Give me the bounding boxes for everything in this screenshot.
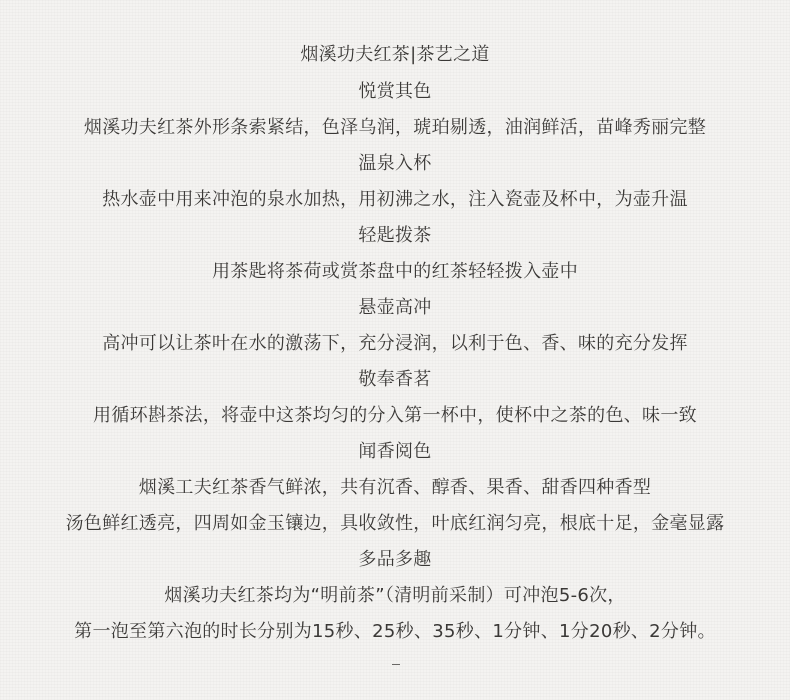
section-heading-multiple-tastings: 多品多趣 — [358, 549, 432, 570]
section-heading-scoop-tea: 轻匙拨茶 — [358, 225, 432, 246]
bottom-divider — [392, 664, 400, 665]
section-heading-warm-cups: 温泉入杯 — [358, 153, 432, 174]
section-text-appreciate-color: 烟溪功夫红茶外形条索紧结，色泽乌润，琥珀剔透，油润鲜活，苗峰秀丽完整 — [83, 117, 707, 138]
page-title: 烟溪功夫红茶|茶艺之道 — [300, 44, 490, 65]
section-text-warm-cups: 热水壶中用来冲泡的泉水加热，用初沸之水，注入瓷壶及杯中，为壶升温 — [102, 189, 688, 210]
section-heading-smell-look: 闻香阅色 — [358, 441, 432, 462]
section-text-smell-look-1: 烟溪工夫红茶香气鲜浓，共有沉香、醇香、果香、甜香四种香型 — [138, 477, 652, 498]
section-heading-high-pour: 悬壶高冲 — [358, 297, 432, 318]
section-text-smell-look-2: 汤色鲜红透亮，四周如金玉镶边，具收敛性，叶底红润匀亮，根底十足，金毫显露 — [65, 513, 725, 534]
section-heading-serve-tea: 敬奉香茗 — [358, 369, 432, 390]
section-text-high-pour: 高冲可以让茶叶在水的激荡下，充分浸润，以利于色、香、味的充分发挥 — [102, 333, 688, 354]
section-text-multiple-tastings-1: 烟溪功夫红茶均为“明前茶”（清明前采制）可冲泡5-6次， — [164, 585, 626, 606]
section-text-multiple-tastings-2: 第一泡至第六泡的时长分别为15秒、25秒、35秒、1分钟、1分20秒、2分钟。 — [74, 621, 716, 642]
section-text-serve-tea: 用循环斟茶法，将壶中这茶均匀的分入第一杯中，使杯中之茶的色、味一致 — [93, 405, 697, 426]
section-heading-appreciate-color: 悦赏其色 — [358, 81, 432, 102]
section-text-scoop-tea: 用茶匙将茶荷或赏茶盘中的红茶轻轻拨入壶中 — [212, 261, 578, 282]
